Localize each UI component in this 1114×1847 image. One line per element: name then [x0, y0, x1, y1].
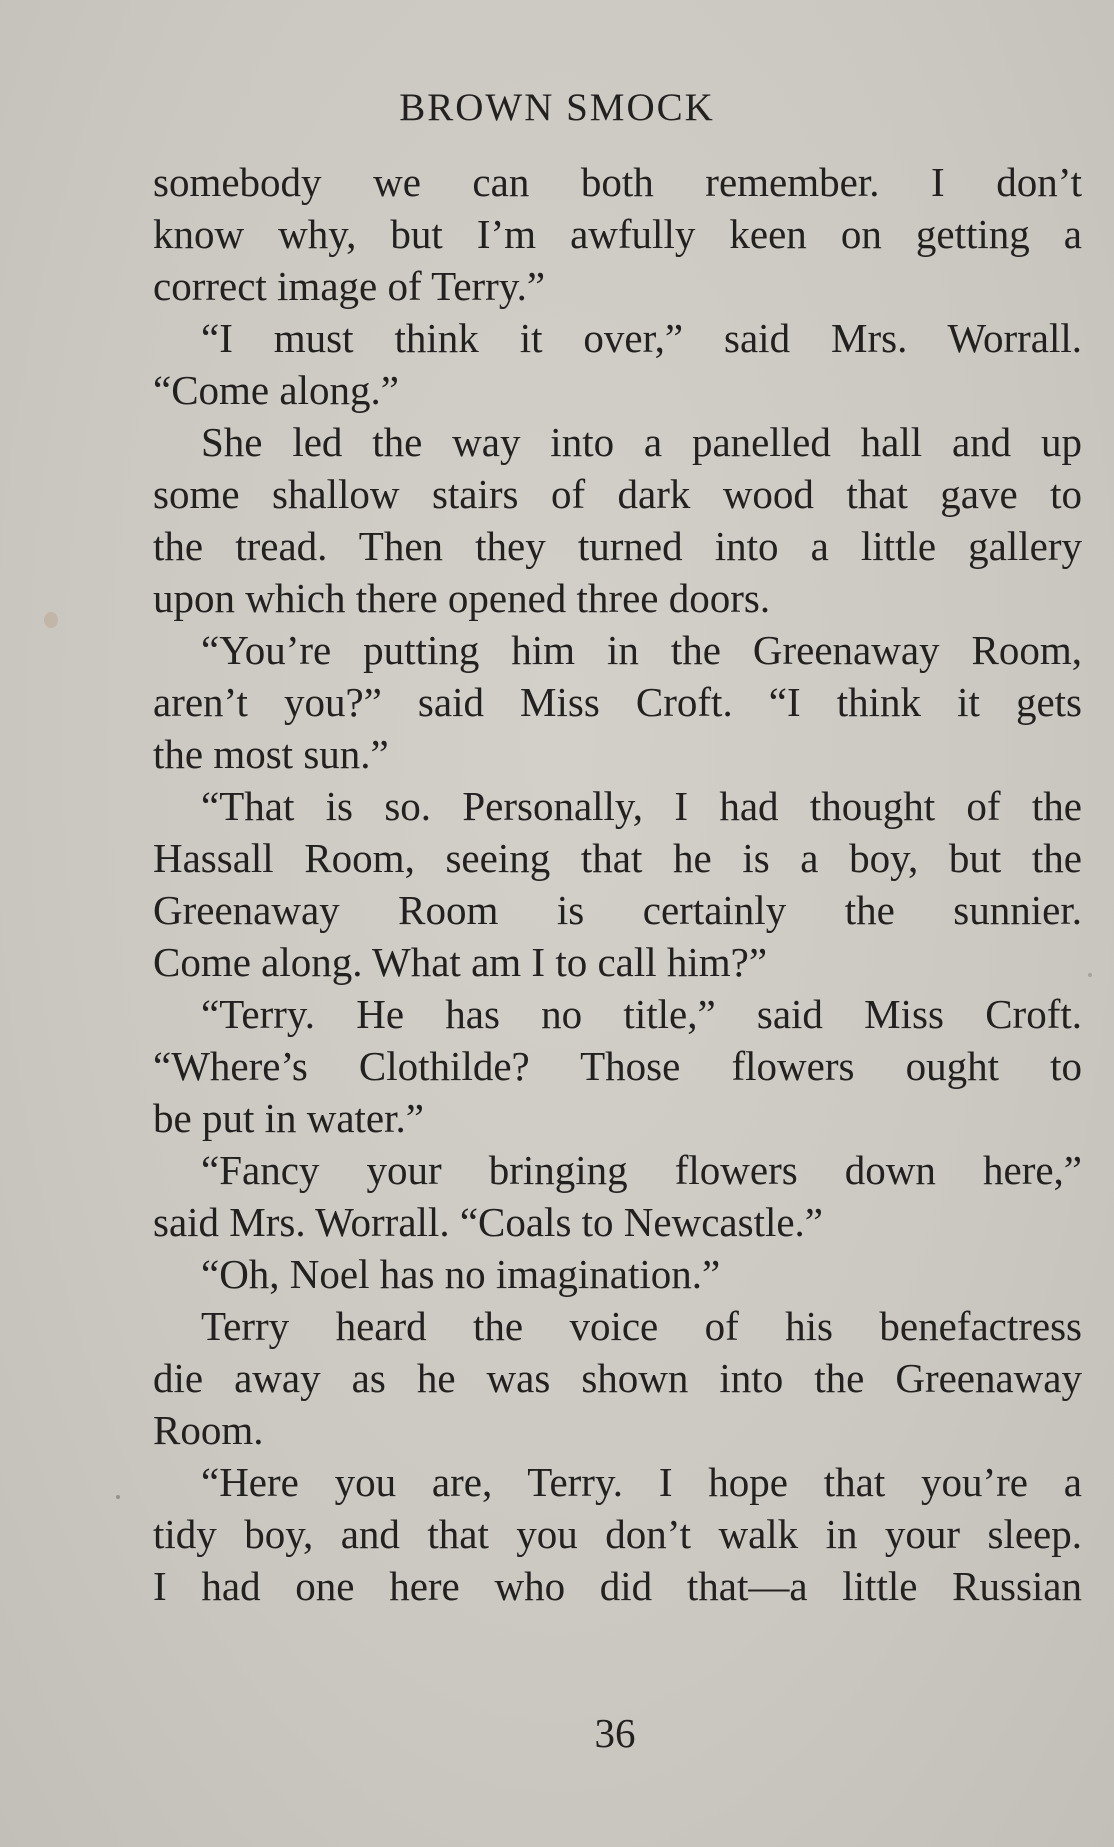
text-line: somebody we can both remember. I don’t	[153, 159, 1082, 205]
text-line: the most sun.”	[153, 731, 389, 777]
text-line: die away as he was shown into the Greenaway	[153, 1355, 1082, 1401]
text-line: know why, but I’m awfully keen on getting a	[153, 211, 1082, 257]
running-head: BROWN SMOCK	[399, 86, 715, 129]
text-line: said Mrs. Worrall. “Coals to Newcastle.”	[153, 1199, 823, 1245]
text-line: correct image of Terry.”	[153, 263, 546, 309]
text-line: “Fancy your bringing flowers down here,”	[201, 1147, 1082, 1193]
text-line: Terry heard the voice of his benefactress	[201, 1303, 1082, 1349]
paper-speck	[44, 612, 58, 628]
paper-speck	[1088, 973, 1092, 977]
text-line: some shallow stairs of dark wood that gave to	[153, 471, 1082, 517]
text-line: Come along. What am I to call him?”	[153, 939, 768, 985]
text-line: Room.	[153, 1407, 264, 1453]
text-line: tidy boy, and that you don’t walk in your sleep.	[153, 1511, 1082, 1557]
text-line: “Terry. He has no title,” said Miss Croft.	[201, 991, 1082, 1037]
text-line: upon which there opened three doors.	[153, 575, 771, 621]
text-line: Greenaway Room is certainly the sunnier.	[153, 887, 1082, 933]
paper-speck	[116, 1495, 120, 1499]
text-line: “Oh, Noel has no imagination.”	[201, 1251, 721, 1297]
text-line: “That is so. Personally, I had thought of the	[201, 783, 1082, 829]
text-line: aren’t you?” said Miss Croft. “I think it gets	[153, 679, 1082, 725]
text-line: “Where’s Clothilde? Those flowers ought to	[153, 1043, 1082, 1089]
text-line: “You’re putting him in the Greenaway Room,	[201, 627, 1082, 673]
text-line: I had one here who did that—a little Russian	[153, 1563, 1082, 1609]
text-line: be put in water.”	[153, 1095, 424, 1141]
text-line: “I must think it over,” said Mrs. Worrall.	[201, 315, 1082, 361]
text-line: She led the way into a panelled hall and up	[201, 419, 1082, 465]
text-line: Hassall Room, seeing that he is a boy, but the	[153, 835, 1082, 881]
text-line: “Here you are, Terry. I hope that you’re a	[201, 1459, 1082, 1505]
text-line: “Come along.”	[153, 367, 399, 413]
body-text	[153, 156, 1082, 1612]
page-number: 36	[594, 1710, 636, 1756]
text-line: the tread. Then they turned into a little gallery	[153, 523, 1082, 569]
